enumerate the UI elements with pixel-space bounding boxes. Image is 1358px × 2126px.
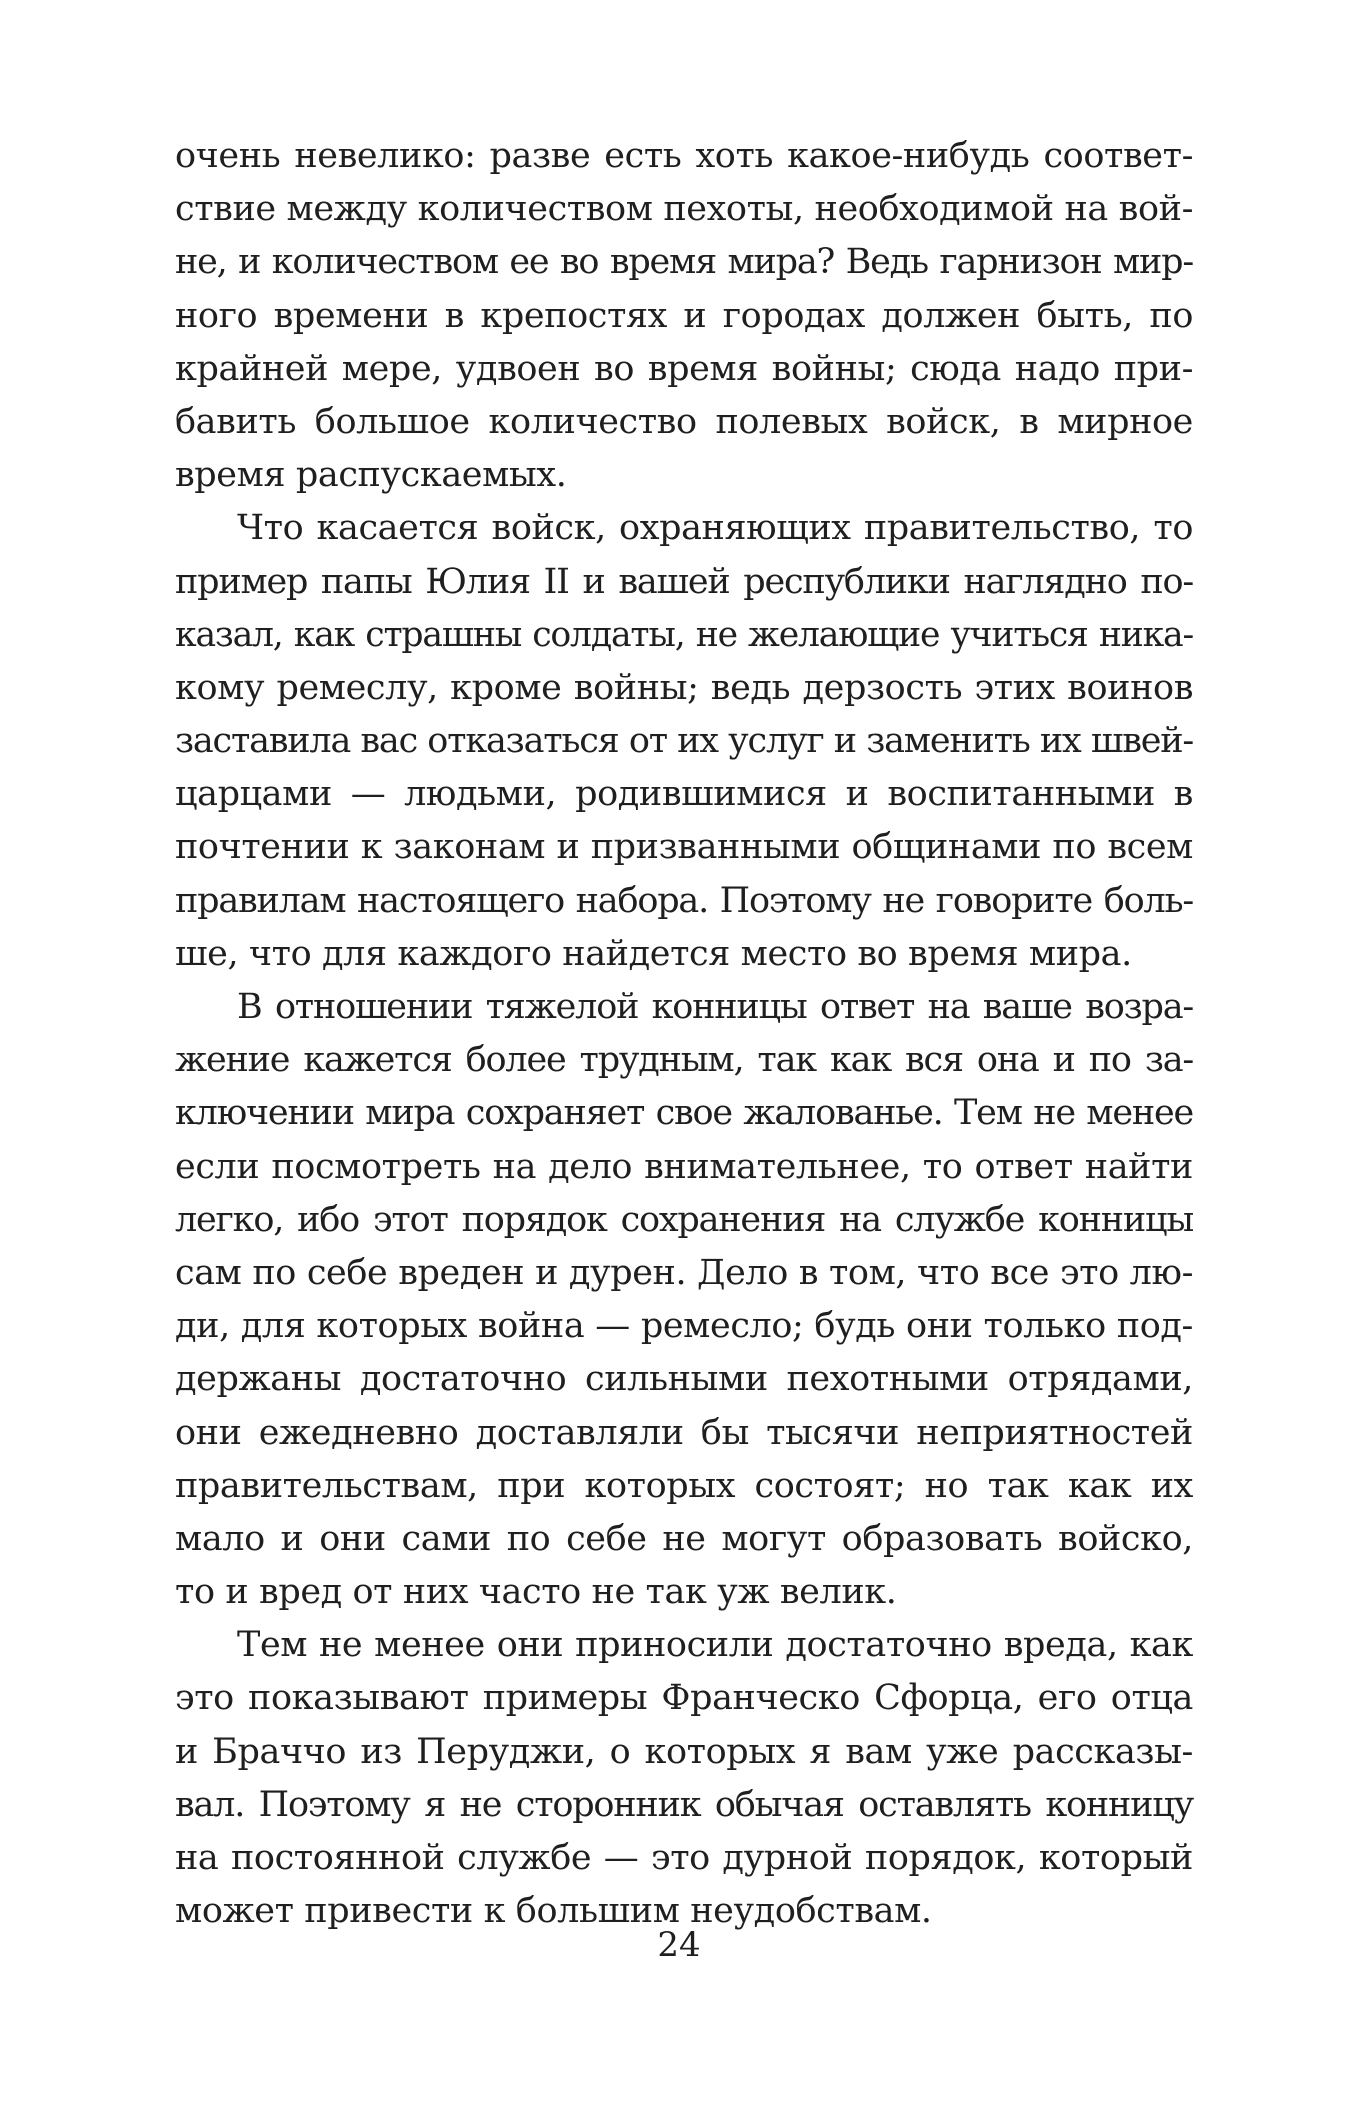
text-line: это показывают примеры Франческо Сфорца, его отца (175, 1678, 1193, 1719)
text-line: может привести к большим неудобствам. (175, 1891, 932, 1932)
text-line: и Браччо из Перуджи, о которых я вам уже рассказы- (175, 1731, 1193, 1772)
body-text (175, 130, 1193, 1938)
text-line: ше, что для каждого найдется место во время мира. (175, 933, 1132, 974)
text-line: казал, как страшны солдаты, не желающие учиться ника- (175, 614, 1193, 655)
text-line: Тем не менее они приносили достаточно вреда, как (237, 1625, 1193, 1666)
text-line: держаны достаточно сильными пехотными отрядами, (175, 1359, 1193, 1400)
paragraph (175, 502, 1193, 981)
paragraph (175, 130, 1193, 502)
text-line: то и вред от них часто не так уж велик. (175, 1572, 897, 1613)
text-line: правилам настоящего набора. Поэтому не говорите боль- (175, 880, 1193, 921)
text-line: на постоянной службе — это дурной порядок, который (175, 1838, 1193, 1878)
text-line: царцами — людьми, родившимися и воспитанными в (175, 774, 1193, 815)
text-line: мало и они сами по себе не могут образовать войско, (175, 1518, 1193, 1559)
text-line: не, и количеством ее во время мира? Ведь гарнизон мир- (175, 242, 1193, 283)
text-line: легко, ибо этот порядок сохранения на службе конницы (175, 1199, 1193, 1240)
text-line: почтении к законам и призванными общинами по всем (175, 827, 1193, 868)
text-line: ди, для которых война — ремесло; будь они только под- (175, 1306, 1193, 1347)
paragraph (175, 1619, 1193, 1938)
text-line: кому ремеслу, кроме войны; ведь дерзость этих воинов (175, 667, 1193, 708)
text-line: ключении мира сохраняет свое жалованье. Тем не менее (175, 1093, 1193, 1134)
text-line: крайней мере, удвоен во время войны; сюда надо при- (175, 348, 1193, 389)
text-line: время распускаемых. (175, 455, 567, 496)
text-line: если посмотреть на дело внимательнее, то ответ найти (175, 1146, 1193, 1187)
text-line: бавить большое количество полевых войск, в мирное (175, 401, 1193, 442)
text-line: пример папы Юлия II и вашей республики наглядно по- (175, 561, 1193, 602)
text-line: заставила вас отказаться от их услуг и заменить их швей- (175, 721, 1193, 762)
text-line: жение кажется более трудным, так как вся она и по за- (175, 1040, 1193, 1081)
text-line: вал. Поэтому я не сторонник обычая оставлять конницу (175, 1784, 1193, 1825)
text-line: они ежедневно доставляли бы тысячи неприятностей (175, 1412, 1193, 1453)
page-number: 24 (657, 1925, 701, 1965)
paragraph (175, 981, 1193, 1619)
text-line: В отношении тяжелой конницы ответ на ваше возра- (237, 987, 1193, 1027)
text-line: Что касается войск, охраняющих правительство, то (237, 508, 1193, 549)
text-line: сам по себе вреден и дурен. Дело в том, что все это лю- (175, 1252, 1193, 1293)
text-line: правительствам, при которых состоят; но так как их (175, 1465, 1193, 1506)
text-line: ного времени в крепостях и городах должен быть, по (175, 295, 1193, 336)
text-line: ствие между количеством пехоты, необходимой на вой- (175, 189, 1193, 230)
text-line: очень невелико: разве есть хоть какое-нибудь соответ- (175, 136, 1193, 176)
